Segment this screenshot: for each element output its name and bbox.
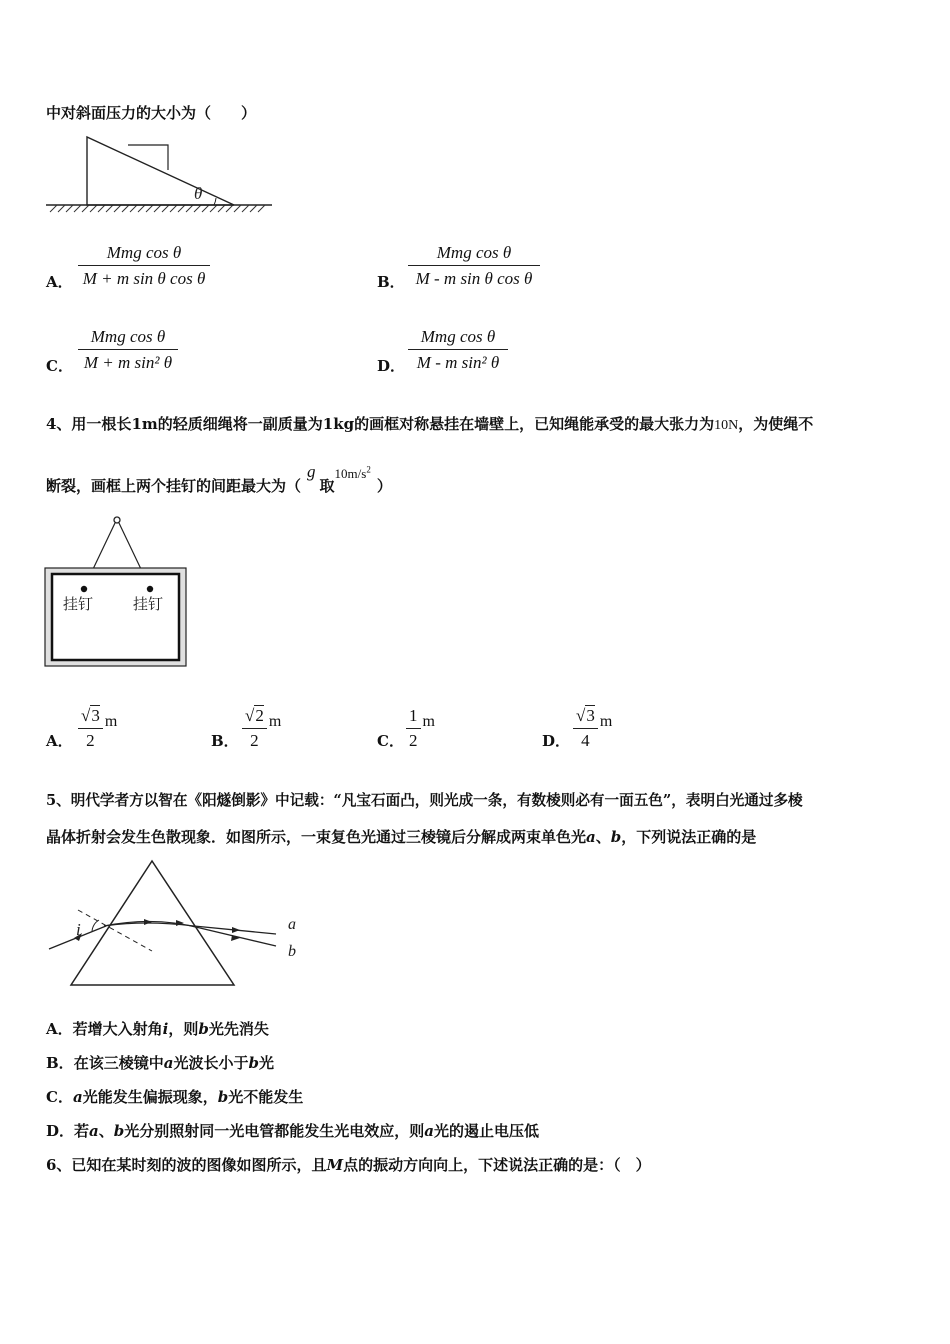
q4-option-b-label[interactable]: B． (211, 732, 239, 750)
q5-stem-line2: 晶体折射会发生色散现象．如图所示，一束复色光通过三棱镜后分解成两束单色光a、b，下列说法正确的是 (46, 828, 757, 846)
q3-option-c-fraction (78, 327, 178, 373)
q5-option-a[interactable]: A．若增大入射角i，则b光先消失 (46, 1020, 269, 1038)
q4-option-d-label[interactable]: D． (542, 732, 571, 750)
q4-option-a-label[interactable]: A． (46, 732, 73, 750)
q3-option-a-num: Mmg cos θ (106, 243, 182, 262)
q3-option-d-fraction (408, 327, 508, 373)
q3-option-a-label[interactable]: A． (46, 273, 73, 291)
q5-prism-figure (44, 856, 306, 992)
q5-ray-b-label: b (288, 943, 296, 960)
q3-option-d-num: Mmg cos θ (420, 327, 496, 346)
q5-stem-line1: 5、明代学者方以智在《阳燧倒影》中记载：“凡宝石面凸，则光成一条，有数棱则必有一面五色”，表明白光通过多棱 (46, 792, 803, 809)
q3-option-a-fraction (78, 243, 210, 289)
q4-nail-left-label: 挂钉 (63, 595, 94, 613)
q3-theta-label: θ (194, 184, 203, 203)
q4-option-a-value: √3 2 m (78, 706, 117, 751)
q5-option-c[interactable]: C．a光能发生偏振现象，b光不能发生 (46, 1088, 304, 1106)
q4-stem-line2: 断裂，画框上两个挂钉的间距最大为（g取$10m/s^2$） (46, 462, 392, 495)
q3-option-d-label[interactable]: D． (377, 357, 406, 375)
q3-option-b-label[interactable]: B． (377, 273, 405, 291)
q3-stem: 中对斜面压力的大小为（ ） (46, 104, 257, 122)
q3-option-c-num: Mmg cos θ (90, 327, 166, 346)
q4-option-b-value: √2 2 m (242, 706, 281, 751)
q3-option-c-den: M + m sin² θ (83, 353, 173, 372)
q3-option-b-den: M - m sin θ cos θ (415, 269, 533, 288)
q3-option-d-den: M - m sin² θ (416, 353, 500, 372)
q4-option-c-value: 1 2 m (406, 706, 435, 751)
q6-stem: 6、已知在某时刻的波的图像如图所示，且M点的振动方向向上，下述说法正确的是：（ ） (46, 1156, 651, 1174)
q3-option-a-den: M + m sin θ cos θ (82, 269, 206, 288)
q3-option-b-num: Mmg cos θ (436, 243, 512, 262)
q5-incidence-angle-label: i (76, 920, 81, 939)
q5-ray-a-label: a (288, 916, 296, 933)
q4-option-d-value: √3 4 m (573, 706, 612, 751)
q4-nail-right-label: 挂钉 (133, 595, 164, 613)
q3-incline-figure (44, 132, 276, 216)
q3-option-c-label[interactable]: C． (46, 357, 73, 375)
q4-frame-figure (44, 514, 190, 670)
q3-option-b-fraction (408, 243, 540, 289)
q4-stem-line1: 4、用一根长1m的轻质细绳将一副质量为1kg的画框对称悬挂在墙壁上，已知绳能承受的最大张力为10N，为使绳不 (46, 415, 814, 433)
q5-option-d[interactable]: D．若a、b光分别照射同一光电管都能发生光电效应，则a光的遏止电压低 (46, 1122, 540, 1140)
q4-option-c-label[interactable]: C． (377, 732, 404, 750)
q5-option-b[interactable]: B．在该三棱镜中a光波长小于b光 (46, 1054, 274, 1072)
